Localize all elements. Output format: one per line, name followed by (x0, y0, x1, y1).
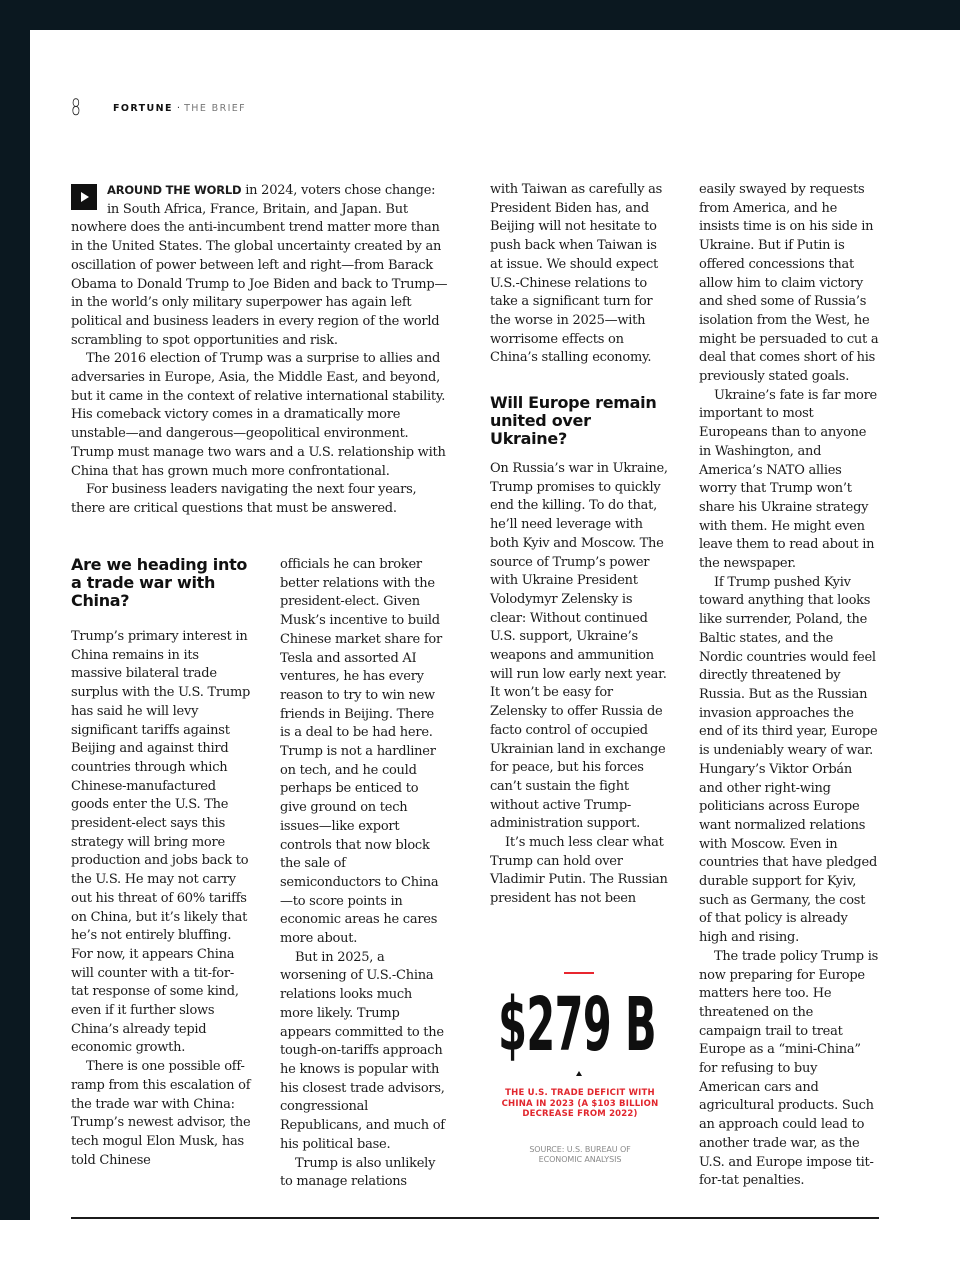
body-paragraph: On Russia’s war in Ukraine, Trump promises to quickly end the killing. To do that, he’ll need leverage with both Kyiv and Moscow. The source of Trump’s power with Ukraine President Volodymyr Zelensky is clear: Without continued U.S. support, Ukraine’s weapons and ammunition will run low early next year. It won’t be easy for Zelensky to offer Russia de facto control of occupied Ukrainian land in exchange for peace, but his forces can’t sustain the fight without active Trump-administration support. (490, 461, 668, 832)
stat-accent-rule (564, 972, 594, 974)
stat-value (486, 982, 668, 1068)
stat-caption: THE U.S. TRADE DEFICIT WITH CHINA IN 2023 (A $103 BILLION DECREASE FROM 2022) (501, 1088, 659, 1119)
header-separator: · (176, 102, 181, 114)
left-border-bar (0, 0, 30, 1220)
body-paragraph: The trade policy Trump is now preparing for Europe matters here too. He threatened on the campaign trail to treat Europe as a “mini-China” for refusing to buy American cars and agricultural products. Such an approach could lead to another trade war, as the U.S. and Europe impose tit-for-tat penalties. (699, 948, 879, 1189)
body-paragraph: If Trump pushed Kyiv toward anything that looks like surrender, Poland, the Baltic states, and the Nordic countries would feel directly threatened by Russia. But as the Russian invasion approaches the end of its third year, Europe is undeniably weary of war. Hungary’s Viktor Orbán and other right-wing politicians across Europe want normalized relations with Moscow. Even in countries that have pledged durable support for Kyiv, such as Germany, the cost of that policy is already high and rising. (699, 574, 878, 946)
play-icon (71, 184, 97, 210)
section-name: THE BRIEF (184, 102, 247, 114)
top-border-bar (0, 0, 960, 30)
bottom-divider (71, 1217, 879, 1219)
intro-paragraph: The 2016 election of Trump was a surprise to allies and adversaries in Europe, Asia, the Middle East, and beyond, but it came in the context of relative international stability. His comeback victory comes in a dramatically more unstable—and dangerous—geopolitical environment. Trump must manage two wars and a U.S. relationship with China that has grown much more confrontational. (71, 351, 446, 479)
body-paragraph: easily swayed by requests from America, and he insists time is on his side in Ukraine. But if Putin is offered concessions that allow him to claim victory and shed some of Russia’s isolation from the West, he might be persuaded to cut a deal that comes short of his previously stated goals. (699, 182, 879, 385)
page-number: 8 (71, 95, 81, 121)
body-paragraph: officials he can broker better relations with the president-elect. Given Musk’s incentive to build Chinese market share for Tesla and assorted AI ventures, he has every reason to try to win new friends in Beijing. There is a deal to be had here. Trump is not a hardliner on tech, and he could perhaps be enticed to give ground on tech issues—like export controls that now block the sale of semiconductors to China—to score points in economic areas he cares more about. (280, 557, 442, 947)
intro-text (71, 181, 448, 519)
column-3-top (490, 181, 666, 368)
intro-paragraph: For business leaders navigating the next four years, there are critical questions that must be answered. (71, 482, 417, 516)
brand-name: FORTUNE (113, 102, 173, 114)
kicker: AROUND THE WORLD (107, 183, 242, 197)
stat-number: $279 B (498, 982, 656, 1068)
body-paragraph: Ukraine’s fate is far more important to most Europeans than to anyone in Washington, and America’s NATO allies worry that Trump won’t share his Ukraine strategy with them. He might even leave them to read about in the newspaper. (699, 387, 878, 572)
stat-source: SOURCE: U.S. BUREAU OF ECONOMIC ANALYSIS (529, 1145, 631, 1164)
body-paragraph: There is one possible off-ramp from this escalation of the trade war with China: Trump’s newest advisor, the tech mogul Elon Musk, has told Chinese (71, 1059, 251, 1168)
column-3-bottom (490, 460, 668, 909)
column-2 (280, 556, 448, 1192)
headline-europe-ukraine: Will Europe remain united over Ukraine? (490, 393, 657, 448)
column-1 (71, 628, 251, 1170)
body-paragraph: Trump’s primary interest in China remains in its massive bilateral trade surplus with the U.S. Trump has said he will levy significant tariffs against Beijing and against third countries through which Chinese-manufactured goods enter the U.S. The president-elect says this strategy will bring more production and jobs back to the U.S. He may not carry out his threat of 60% tariffs on China, but it’s likely that he’s not entirely bluffing. For now, it appears China will counter with a tit-for-tat response of some kind, even if it further slows China’s already tepid economic growth. (71, 629, 251, 1056)
intro-paragraph: AROUND THE WORLD in 2024, voters chose change: in South Africa, France, Britain, and Japan. But nowhere does the anti-incumbent trend matter more than in the United States. The global uncertainty created by an oscillation of power between left and right—from Barack Obama to Donald Trump to Joe Biden and back to Trump—in the world’s only military superpower has again left political and business leaders in every region of the world scrambling to spot opportunities and risk. (71, 183, 448, 348)
body-paragraph: But in 2025, a worsening of U.S.-China relations looks much more likely. Trump appears committed to the tough-on-tariffs approach he knows is popular with his closest trade advisors, congressional Republicans, and much of his political base. (280, 949, 445, 1152)
page-header (71, 96, 246, 120)
headline-trade-war: Are we heading into a trade war with China? (71, 555, 248, 610)
column-4 (699, 181, 879, 1191)
stat-pointer-icon (576, 1071, 582, 1076)
body-paragraph: Trump is also unlikely to manage relations (280, 1155, 436, 1190)
body-paragraph: with Taiwan as carefully as President Biden has, and Beijing will not hesitate to push back when Taiwan is at issue. We should expect U.S.-Chinese relations to take a significant turn for the worse in 2025—with worrisome effects on China’s stalling economy. (490, 182, 663, 366)
body-paragraph: It’s much less clear what Trump can hold over Vladimir Putin. The Russian president has not been (490, 835, 668, 907)
